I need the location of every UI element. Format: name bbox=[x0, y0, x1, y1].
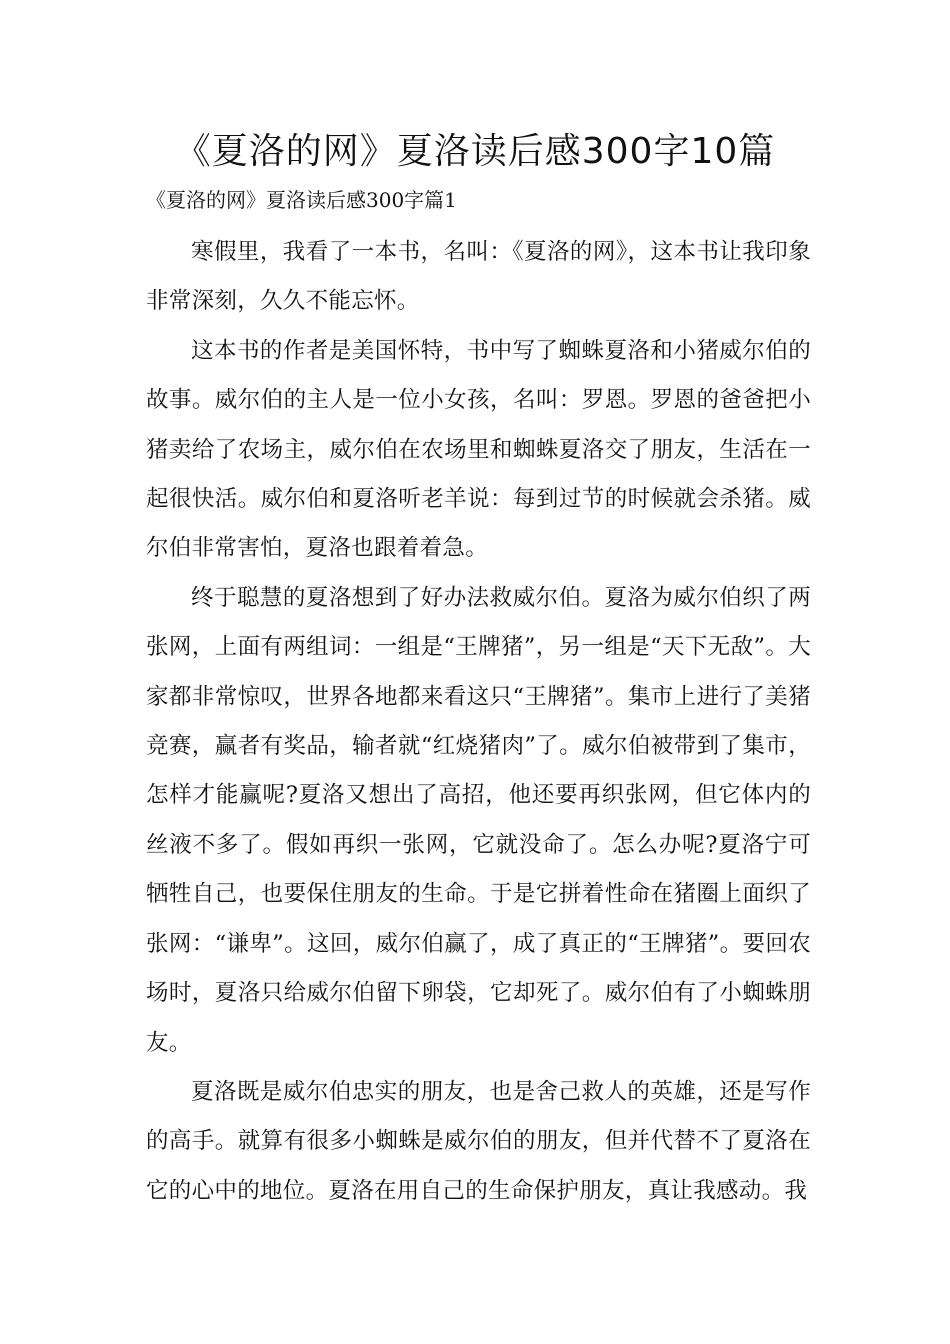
body-text bbox=[146, 228, 811, 1216]
paragraph: 夏洛既是威尔伯忠实的朋友，也是舍己救人的英雄，还是写作的高手。就算有很多小蜘蛛是威尔伯的朋友，但并代替不了夏洛在它的心中的地位。夏洛在用自己的生命保护朋友，真让我感动。我 bbox=[146, 1078, 811, 1204]
document-title: 《夏洛的网》夏洛读后感300字10篇 bbox=[174, 131, 776, 172]
paragraph: 终于聪慧的夏洛想到了好办法救威尔伯。夏洛为威尔伯织了两张网，上面有两组词：一组是“王牌猪”，另一组是“天下无敌”。大家都非常惊叹，世界各地都来看这只“王牌猪”。集市上进行了美猪竞赛，赢者有奖品，输者就“红烧猪肉”了。威尔伯被带到了集市，怎样才能赢呢?夏洛又想出了高招，他还要再织张网，但它体内的丝液不多了。假如再织一张网，它就没命了。怎么办呢?夏洛宁可牺牲自己，也要保住朋友的生命。于是它拼着性命在猪圈上面织了张网：“谦卑”。这回，威尔伯赢了，成了真正的“王牌猪”。要回农场时，夏洛只给威尔伯留下卵袋，它却死了。威尔伯有了小蜘蛛朋友。 bbox=[146, 584, 811, 1056]
section-heading: 《夏洛的网》夏洛读后感300字篇1 bbox=[146, 188, 457, 212]
paragraph: 这本书的作者是美国怀特，书中写了蜘蛛夏洛和小猪威尔伯的故事。威尔伯的主人是一位小女孩，名叫：罗恩。罗恩的爸爸把小猪卖给了农场主，威尔伯在农场里和蜘蛛夏洛交了朋友，生活在一起很快活。威尔伯和夏洛听老羊说：每到过节的时候就会杀猪。威尔伯非常害怕，夏洛也跟着着急。 bbox=[146, 337, 811, 562]
paragraph: 寒假里，我看了一本书，名叫：《夏洛的网》，这本书让我印象非常深刻，久久不能忘怀。 bbox=[146, 239, 811, 315]
